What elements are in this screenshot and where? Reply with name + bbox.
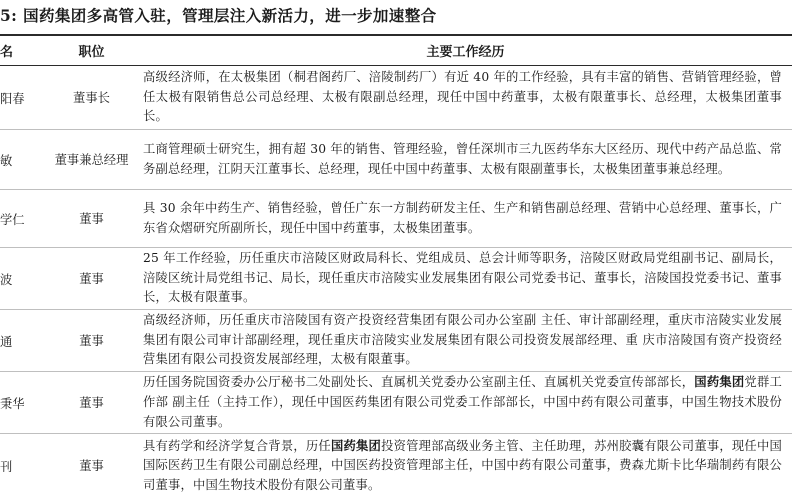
cell-experience: 高级经济师，历任重庆市涪陵国有资产投资经营集团有限公司办公室副 主任、审计部副经理，重庆市涪陵实业发展集团有限公司审计部副经理，现任重庆市涪陵实业发展集团有限公司投资发展部经理、重 庆市涪陵国有资产投资经营集团有限公司投资发展部经理，太极有限董事。 [139,310,792,372]
experience-text: 投资管理部高级业务主管、主任助理，苏州胶囊有限公司董事，现任中国国际医药卫生有限公司副总经理，中国医药投资管理部主任，中国中药有限公司董事，费森尤斯卡比华瑞制药有限公司董事，中国生物技术股份有限公司董事。 [143,438,782,493]
cell-name: 刊 [0,459,13,474]
table-header-row [0,35,792,66]
cell-name: 学仁 [0,190,44,248]
cell-position: 董事长 [44,66,139,130]
highlight-text: 国药集团 [330,437,382,453]
header-position: 职位 [44,35,139,66]
cell-experience [139,434,792,498]
cell-name: 波 [0,248,44,310]
table-row [0,434,792,498]
table-row [0,190,792,248]
experience-text: 历任国务院国资委办公厅秘书二处副处长、直属机关党委办公室副主任、直属机关党委宣传部部长， [143,375,695,390]
cell-name: 敏 [0,130,44,190]
figure-title: 5: 国药集团多高管入驻，管理层注入新活力，进一步加速整合 [0,6,437,25]
table-row [0,310,792,372]
cell-position: 董事 [79,458,104,473]
experience-text: 具有药学和经济学复合背景，历任 [143,438,331,453]
cell-name: 阳春 [0,66,44,130]
table-row [0,130,792,190]
highlight-text: 国药集团 [694,374,745,390]
table-row [0,248,792,310]
cell-experience: 具 30 余年中药生产、销售经验，曾任广东一方制药研发主任、生产和销售副总经理、营销中心总经理、董事长，广东省众熠研究所副所长，现任中国中药董事，太极集团董事。 [139,190,792,248]
table-row [0,372,792,434]
cell-position: 董事 [44,310,139,372]
cell-position: 董事兼总经理 [44,130,139,190]
header-experience: 主要工作经历 [139,35,792,66]
experience-text: 党群工作部 副主任（主持工作），现任中国医药集团有限公司党委工作部部长，中国中药有限公司董事，中国生物技术股份有限公司董事。 [143,375,782,429]
cell-position: 董事 [44,372,139,434]
cell-experience [139,372,792,434]
executive-table [0,34,792,498]
cell-experience: 25 年工作经验，历任重庆市涪陵区财政局科长、党组成员、总会计师等职务，涪陵区财政局党组副书记、副局长，涪陵区统计局党组书记、局长，现任重庆市涪陵实业发展集团有限公司党委书记、董事长，涪陵国投党委书记、董事长，太极有限董事。 [139,248,792,310]
cell-name: 秉华 [0,372,44,434]
cell-experience: 高级经济师，在太极集团（桐君阁药厂、涪陵制药厂）有近 40 年的工作经验，具有丰富的销售、营销管理经验，曾任太极有限销售总公司总经理、太极有限副总经理，现任中国中药董事，太极有限董事长、总经理，太极集团董事长。 [139,66,792,130]
table-row [0,66,792,130]
cell-experience: 工商管理硕士研究生，拥有超 30 年的销售、管理经验，曾任深圳市三九医药华东大区经历、现代中药产品总监、常务副总经理，江阴天江董事长、总经理，现任中国中药董事、太极有限副董事长，太极集团董事兼总经理。 [139,130,792,190]
cell-name: 通 [0,310,44,372]
cell-position: 董事 [44,190,139,248]
cell-position: 董事 [44,248,139,310]
header-name: 名 [0,35,44,66]
